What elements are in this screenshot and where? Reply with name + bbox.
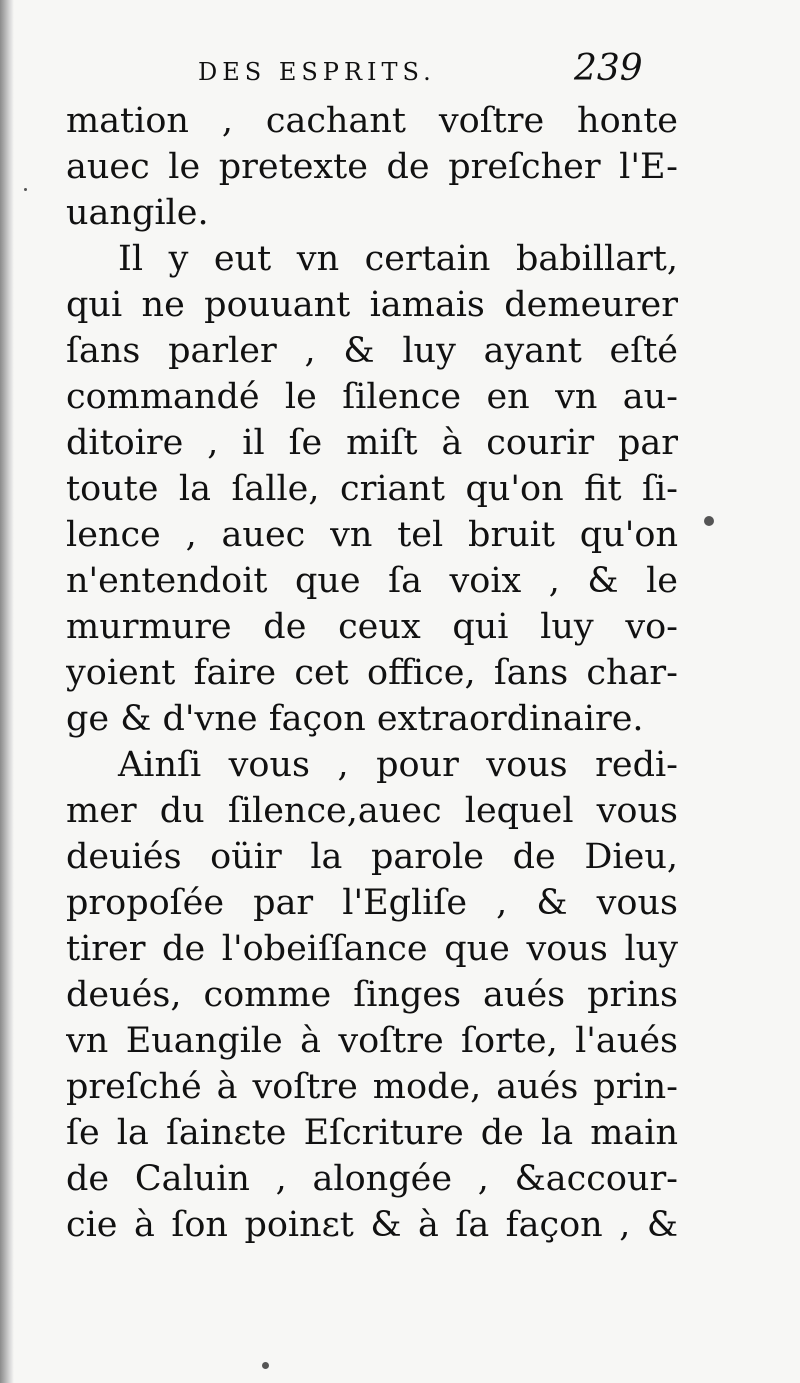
body-text: [66, 98, 678, 1248]
text-line: de Caluin , alongée , &accour-: [66, 1159, 678, 1199]
text-line: yoient faire cet office, ſans char-: [66, 653, 678, 693]
text-line: cie à ſon poinɛt & à ſa façon , &: [66, 1205, 678, 1245]
text-line: commandé le ſilence en vn au-: [66, 377, 678, 417]
text-line: tirer de l'obeiſſance que vous luy: [66, 929, 678, 969]
text-line: Ainſi vous , pour vous redi-: [118, 745, 678, 785]
text-line: mation , cachant voſtre honte: [66, 101, 678, 141]
text-line: ditoire , il ſe miſt à courir par: [66, 423, 678, 463]
text-line: ſans parler , & luy ayant eſté: [66, 331, 678, 371]
page-header: [0, 48, 800, 98]
text-line: uangile.: [66, 193, 209, 233]
page-number: 239: [574, 48, 643, 89]
text-line: murmure de ceux qui luy vo-: [66, 607, 678, 647]
text-line: mer du ſilence,auec lequel vous: [66, 791, 678, 831]
running-head: DES ESPRITS.: [198, 58, 436, 86]
text-line: deués, comme ſinges aués prins: [66, 975, 678, 1015]
text-line: vn Euangile à voſtre ſorte, l'aués: [66, 1021, 678, 1061]
text-line: toute la ſalle, criant qu'on fit ſi-: [66, 469, 678, 509]
text-line: Il y eut vn certain babillart,: [118, 239, 678, 279]
text-line: ge & d'vne façon extraordinaire.: [66, 699, 644, 739]
text-line: qui ne pouuant iamais demeurer: [66, 285, 678, 325]
paper-speck: [24, 188, 27, 191]
text-line: deuiés oüir la parole de Dieu,: [66, 837, 678, 877]
text-line: preſché à voſtre mode, aués prin-: [66, 1067, 678, 1107]
page-edge-shadow: [0, 0, 14, 1383]
text-line: lence , auec vn tel bruit qu'on: [66, 515, 678, 555]
text-line: auec le pretexte de preſcher l'E-: [66, 147, 678, 187]
paper-speck: [262, 1362, 269, 1369]
text-line: ſe la ſainɛte Eſcriture de la main: [66, 1113, 678, 1153]
text-line: n'entendoit que ſa voix , & le: [66, 561, 678, 601]
paper-speck: [704, 516, 714, 526]
text-line: propoſée par l'Egliſe , & vous: [66, 883, 678, 923]
